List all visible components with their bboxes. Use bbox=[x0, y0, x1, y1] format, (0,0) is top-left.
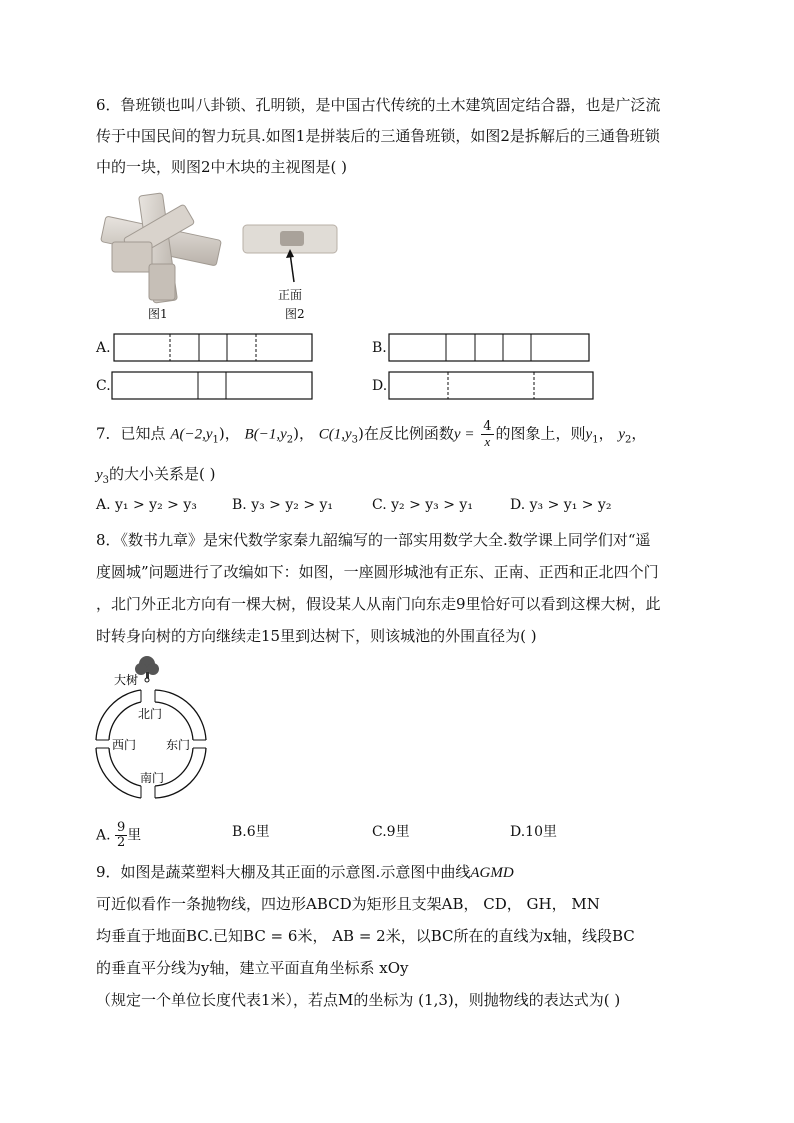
q6-option-b-view bbox=[388, 333, 590, 363]
q7-text-line-2: $y_3$的大小关系是( ) bbox=[96, 465, 216, 486]
q7-line2-tail: 的大小关系是( ) bbox=[109, 465, 216, 483]
q7-text-line-1: 7．已知点 $A(-2,y_1)$， $B(-1,y_2)$， $C(1,y_3)$在反比例函数y = $\frac{4}{x}$ 的图象上，则$y_1$， $y_2$， bbox=[96, 419, 647, 449]
q8-option-a-unit: 里 bbox=[127, 827, 142, 844]
q6-option-d-label: D. bbox=[372, 378, 388, 394]
function-y: y = bbox=[453, 426, 475, 443]
q8-option-b: B.6里 bbox=[232, 824, 270, 840]
figure-2-wood-block bbox=[238, 220, 342, 290]
q7-option-b: B. y₃ > y₂ > y₁ bbox=[232, 497, 334, 513]
q8-option-a-prefix: A. bbox=[96, 827, 111, 844]
fraction-denominator: x bbox=[484, 434, 491, 449]
q8-option-d: D.10里 bbox=[510, 824, 557, 840]
fraction-numerator: 4 bbox=[483, 419, 492, 434]
q7-tail: 的图象上，则 bbox=[495, 424, 586, 443]
label-north-gate: 北门 bbox=[138, 707, 163, 721]
q6-text-line-3: 中的一块，则图2中木块的主视图是( ) bbox=[96, 158, 348, 176]
fraction-numerator: 9 bbox=[117, 820, 126, 835]
point-a: A bbox=[170, 426, 180, 443]
q9-text-line-5: （规定一个单位长度代表1米），若点M的坐标为 (1,3)，则抛物线的表达式为( ) bbox=[96, 991, 621, 1009]
q8-text-line-2: 度圆城”问题进行了改编如下：如图，一座圆形城池有正东、正南、正西和正北四个门 bbox=[96, 563, 659, 581]
fraction-denominator: 2 bbox=[117, 835, 126, 850]
q9-text-line-2: 可近似看作一条抛物线，四边形ABCD为矩形且支架AB， CD， GH， MN bbox=[96, 895, 600, 913]
label-west-gate: 西门 bbox=[112, 738, 137, 752]
q6-option-a-view bbox=[113, 333, 313, 363]
q7-option-c: C. y₂ > y₃ > y₁ bbox=[372, 497, 473, 513]
q9-text-line-1 bbox=[96, 862, 514, 883]
q6-option-c-view bbox=[111, 371, 313, 401]
q8-text-line-1: 8．《数书九章》是宋代数学家秦九韶编写的一部实用数学大全.数学课上同学们对“遥 bbox=[96, 531, 651, 549]
tree-icon bbox=[135, 656, 159, 682]
q7-option-a: A. y₁ > y₂ > y₃ bbox=[96, 497, 197, 513]
q8-text-line-3: ，北门外正北方向有一棵大树，假设某人从南门向东走9里恰好可以看到这棵大树，此 bbox=[96, 595, 661, 613]
q8-option-a bbox=[96, 821, 141, 850]
q6-option-b-label: B. bbox=[372, 340, 387, 356]
q7-mid: 在反比例函数 bbox=[363, 424, 454, 443]
q9-text-line-4: 的垂直平分线为y轴，建立平面直角坐标系 xOy bbox=[96, 959, 409, 977]
q6-option-a-label: A. bbox=[96, 340, 111, 356]
q6-text-line-1: 6．鲁班锁也叫八卦锁、孔明锁，是中国古代传统的土木建筑固定结合器，也是广泛流 bbox=[96, 96, 661, 114]
q8-text-line-4: 时转身向树的方向继续走15里到达树下，则该城池的外围直径为( ) bbox=[96, 627, 537, 645]
q6-text-line-2: 传于中国民间的智力玩具.如图1是拼装后的三通鲁班锁，如图2是拆解后的三通鲁班锁 bbox=[96, 127, 660, 145]
fraction-4-over-x bbox=[481, 420, 493, 449]
point-b: B bbox=[244, 426, 254, 443]
label-tree: 大树 bbox=[114, 673, 139, 687]
figure-2-caption: 图2 bbox=[285, 307, 305, 321]
label-south-gate: 南门 bbox=[140, 771, 165, 785]
fraction-9-over-2 bbox=[115, 821, 127, 850]
q7-prefix: 7．已知点 bbox=[96, 424, 166, 443]
city-circle-diagram bbox=[92, 652, 217, 814]
label-east-gate: 东门 bbox=[166, 738, 191, 752]
q7-option-d: D. y₃ > y₁ > y₂ bbox=[510, 497, 612, 513]
point-c-coord: (1,y bbox=[328, 426, 352, 443]
q6-option-d-view bbox=[388, 371, 594, 401]
point-c: C bbox=[318, 426, 329, 443]
q8-option-c: C.9里 bbox=[372, 824, 410, 840]
figure-1-luban-lock bbox=[94, 190, 224, 310]
figure-1-caption: 图1 bbox=[148, 307, 168, 321]
point-b-coord: (−1,y bbox=[253, 426, 287, 443]
point-a-coord: (−2,y bbox=[179, 426, 213, 443]
q9-line1-text: 9．如图是蔬菜塑料大棚及其正面的示意图.示意图中曲线 bbox=[96, 863, 471, 881]
front-label: 正面 bbox=[278, 288, 303, 302]
curve-agmd: AGMD bbox=[470, 865, 514, 881]
q6-option-c-label: C. bbox=[96, 378, 111, 394]
q9-text-line-3: 均垂直于地面BC.已知BC = 6米， AB = 2米，以BC所在的直线为x轴，线段BC bbox=[96, 927, 635, 945]
